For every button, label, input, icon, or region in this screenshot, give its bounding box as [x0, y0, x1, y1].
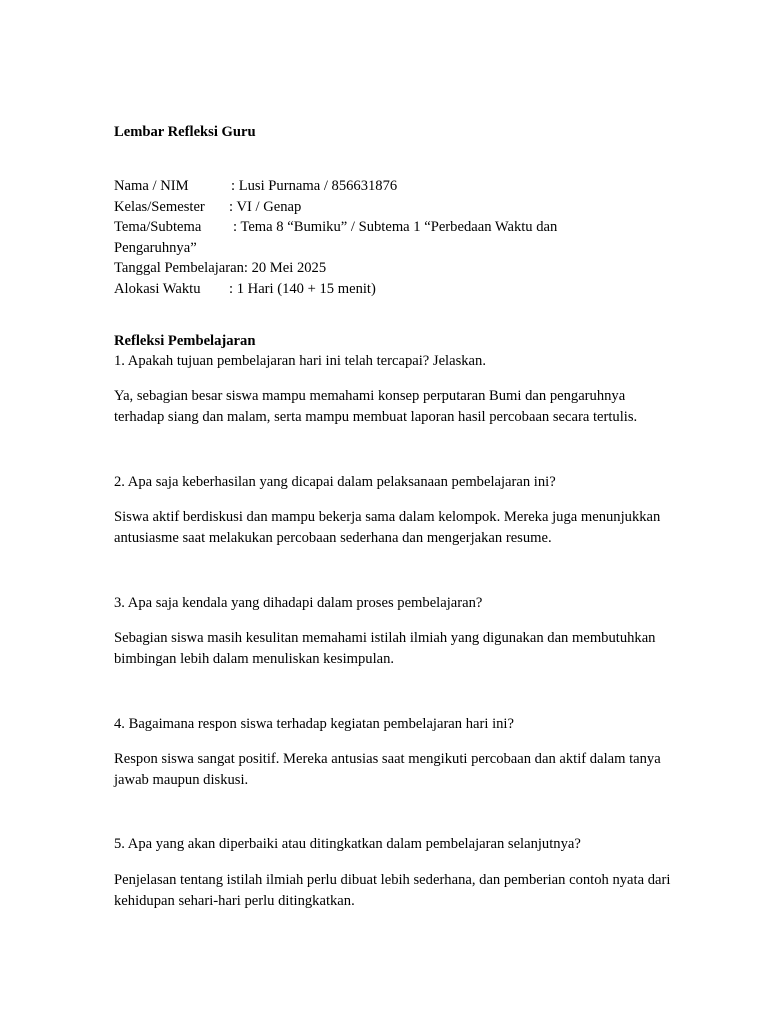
nama-label: Nama / NIM — [114, 178, 189, 194]
answer-1: Ya, sebagian besar siswa mampu memahami konsep perputaran Bumi dan pengaruhnya terhadap siang dan malam, serta mampu membuat laporan hasil percobaan secara tertulis. — [114, 388, 638, 425]
answer-5: Penjelasan tentang istilah ilmiah perlu dibuat lebih sederhana, dan pemberian contoh nyata dari kehidupan sehari-hari perlu ditingkatkan. — [114, 872, 671, 909]
section-title: Refleksi Pembelajaran — [114, 333, 256, 349]
tema-value-continued: Pengaruhnya” — [114, 239, 197, 256]
kelas-label: Kelas/Semester — [114, 198, 205, 215]
answer-3: Sebagian siswa masih kesulitan memahami istilah ilmiah yang digunakan dan membutuhkan bimbingan lebih dalam menuliskan kesimpulan. — [114, 630, 656, 667]
alokasi-value: : 1 Hari (140 + 15 menit) — [229, 280, 376, 297]
alokasi-label: Alokasi Waktu — [114, 280, 201, 297]
meta-row-tema — [114, 217, 674, 238]
answer-2: Siswa aktif berdiskusi dan mampu bekerja sama dalam kelompok. Mereka juga menunjukkan antusiasme saat melakukan percobaan sederhana dan mengerjakan resume. — [114, 509, 661, 546]
meta-row-tanggal — [114, 258, 674, 279]
kelas-value: : VI / Genap — [229, 198, 302, 215]
question-3: 3. Apa saja kendala yang dihadapi dalam proses pembelajaran? — [114, 595, 483, 611]
question-2: 2. Apa saja keberhasilan yang dicapai dalam pelaksanaan pembelajaran ini? — [114, 474, 556, 490]
meta-row-alokasi — [114, 279, 674, 300]
nama-value: : Lusi Purnama / 856631876 — [231, 178, 398, 194]
tema-value: : Tema 8 “Bumiku” / Subtema 1 “Perbedaan Waktu dan — [233, 219, 558, 236]
identity-block — [114, 176, 674, 300]
question-1: 1. Apakah tujuan pembelajaran hari ini telah tercapai? Jelaskan. — [114, 353, 486, 369]
tanggal-text: Tanggal Pembelajaran: 20 Mei 2025 — [114, 260, 327, 277]
document-title: Lembar Refleksi Guru — [114, 124, 256, 140]
meta-row-tema-cont — [114, 238, 674, 259]
meta-row-kelas — [114, 197, 674, 218]
question-4: 4. Bagaimana respon siswa terhadap kegiatan pembelajaran hari ini? — [114, 716, 514, 732]
question-5: 5. Apa yang akan diperbaiki atau ditingkatkan dalam pembelajaran selanjutnya? — [114, 836, 581, 852]
tema-label: Tema/Subtema — [114, 219, 202, 236]
answer-4: Respon siswa sangat positif. Mereka antusias saat mengikuti percobaan dan aktif dalam tanya jawab maupun diskusi. — [114, 751, 661, 788]
meta-row-nama — [114, 176, 674, 197]
